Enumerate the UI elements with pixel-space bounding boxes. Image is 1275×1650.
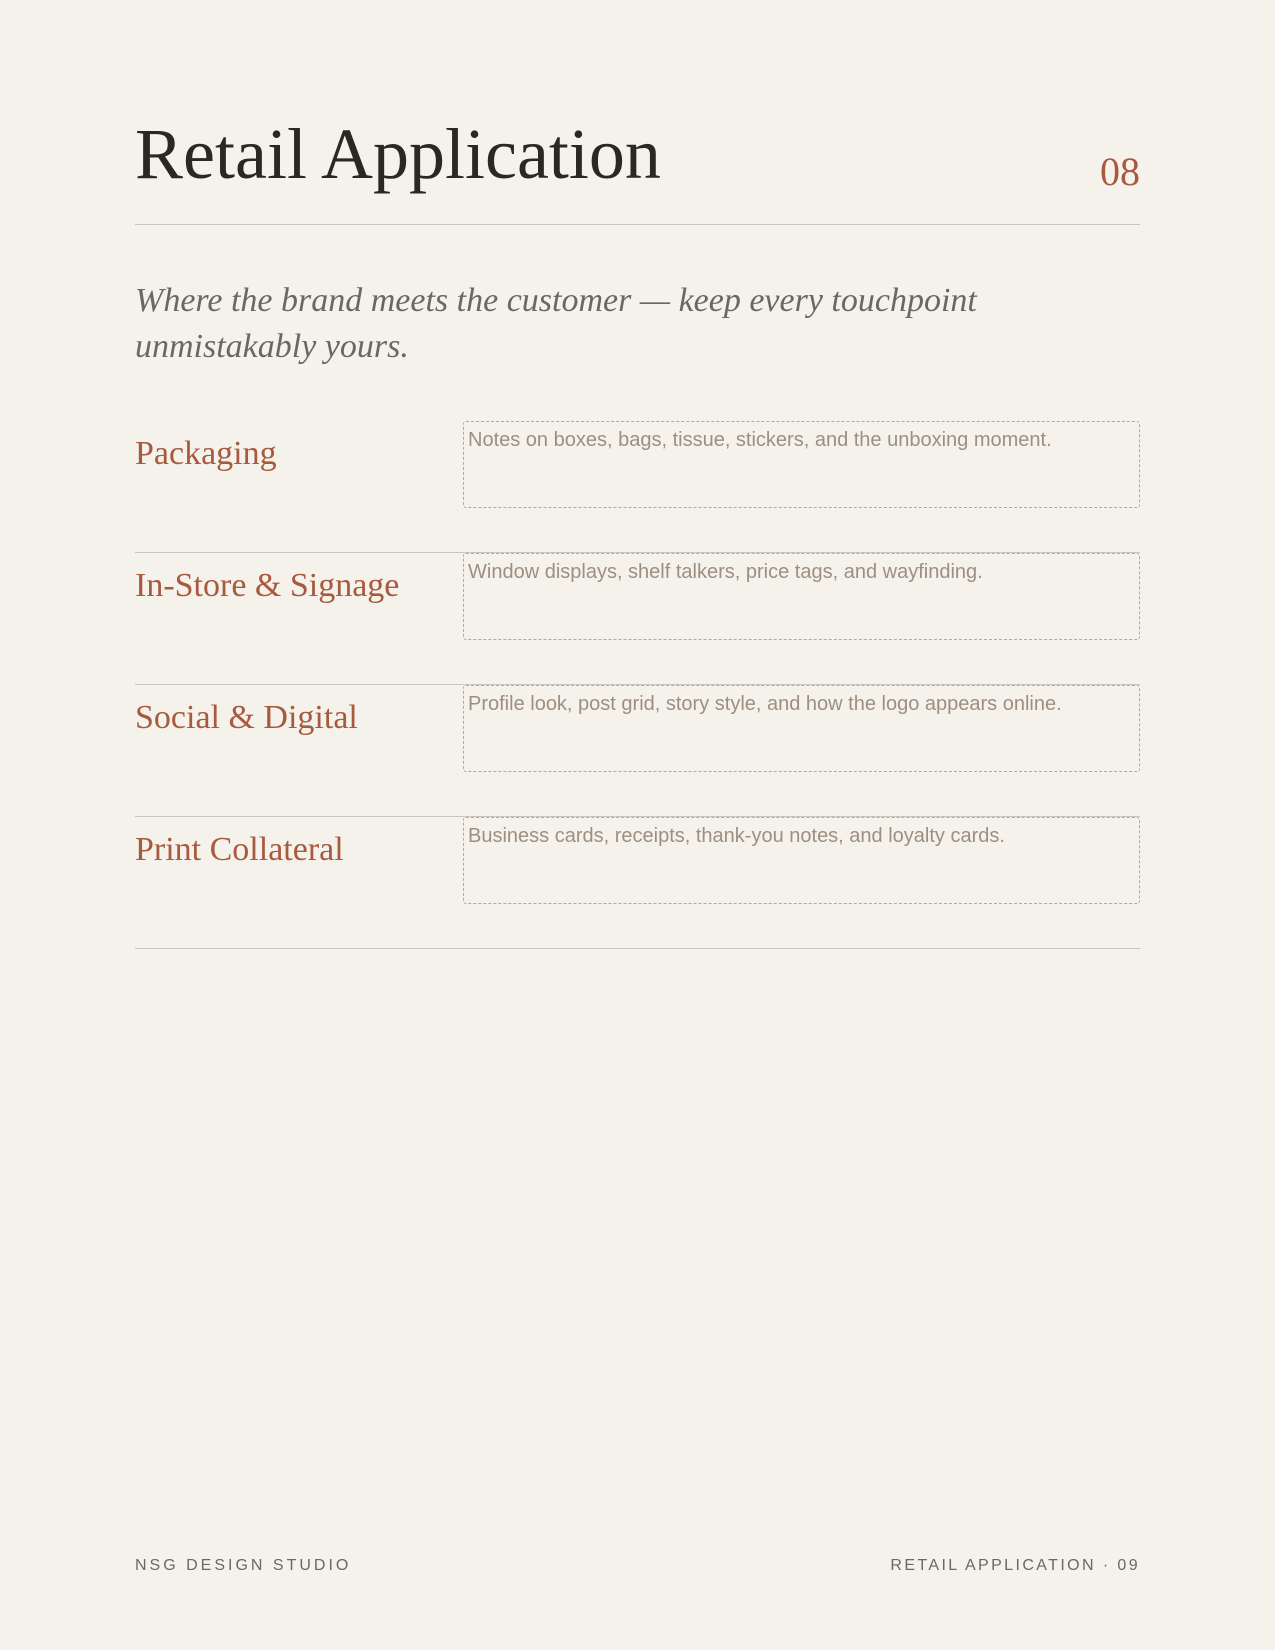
footer-page-label: RETAIL APPLICATION · 09 <box>890 1557 1140 1574</box>
section-list <box>135 421 1140 949</box>
section-label: Social & Digital <box>135 699 358 736</box>
footer-studio-name: NSG DESIGN STUDIO <box>135 1557 352 1574</box>
page-number: 08 <box>1100 149 1140 194</box>
section-label: Print Collateral <box>135 831 344 868</box>
section-row-in-store-signage <box>135 553 1140 685</box>
section-label: Packaging <box>135 435 277 472</box>
notes-field[interactable]: Window displays, shelf talkers, price tags, and wayfinding. <box>463 553 1140 640</box>
notes-field[interactable]: Notes on boxes, bags, tissue, stickers, and the unboxing moment. <box>463 421 1140 508</box>
page-subtitle: Where the brand meets the customer — keep every touchpoint unmistakably yours. <box>135 282 977 365</box>
document-page <box>135 0 1140 1650</box>
section-label: In-Store & Signage <box>135 567 400 604</box>
notes-field[interactable]: Business cards, receipts, thank-you notes, and loyalty cards. <box>463 817 1140 904</box>
section-row-packaging <box>135 421 1140 553</box>
section-row-social-digital <box>135 685 1140 817</box>
section-row-print-collateral <box>135 817 1140 949</box>
notes-field[interactable]: Profile look, post grid, story style, and how the logo appears online. <box>463 685 1140 772</box>
page-title: Retail Application <box>135 114 661 194</box>
page-header <box>135 114 1140 225</box>
